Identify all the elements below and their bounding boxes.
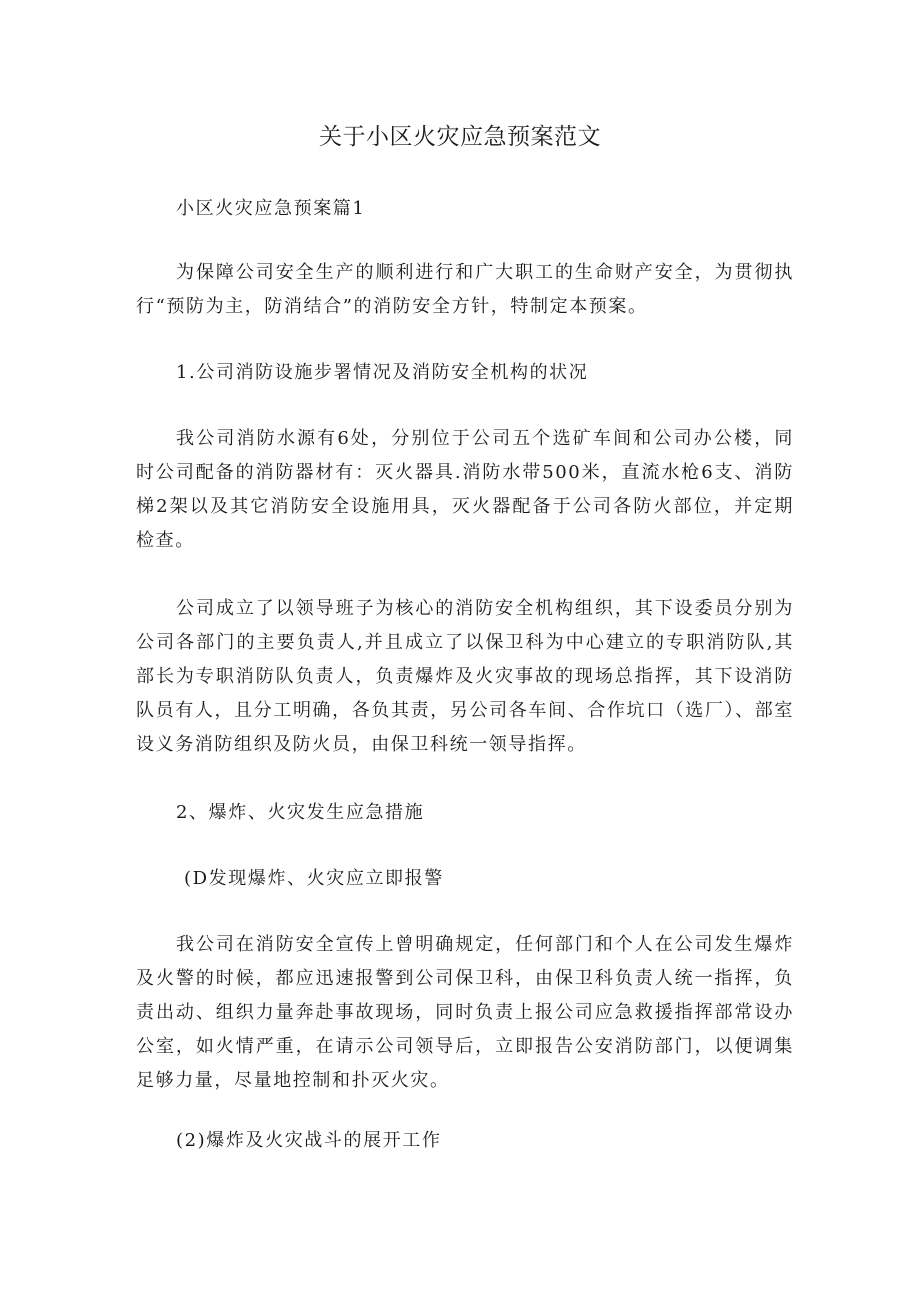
intro-paragraph: 为保障公司安全生产的顺利进行和广大职工的生命财产安全，为贯彻执行“预防为主，防消结合”的消防安全方针，特制定本预案。: [136, 262, 794, 317]
sub2-heading: (2)爆炸及火灾战斗的展开工作: [176, 1130, 442, 1151]
water-sources-paragraph: 我公司消防水源有6处，分别位于公司五个选矿车间和公司办公楼，同时公司配备的消防器材有：灭火器具.消防水带500米，直流水枪6支、消防梯2架以及其它消防安全设施用具，灭火器配备于公司各防火部位，并定期检查。: [136, 428, 794, 551]
item2-heading: 2、爆炸、火灾发生应急措施: [176, 802, 425, 823]
item1-heading: 1.公司消防设施步署情况及消防安全机构的状况: [176, 362, 589, 383]
section-heading: 小区火灾应急预案篇1: [176, 198, 366, 219]
organization-paragraph: 公司成立了以领导班子为核心的消防安全机构组织，其下设委员分别为公司各部门的主要负责人,并且成立了以保卫科为中心建立的专职消防队,其部长为专职消防队负责人，负责爆炸及火灾事故的现场总指挥，其下设消防队员有人，且分工明确，各负其责，另公司各车间、合作坑口（选厂）、部室设义务消防组织及防火员，由保卫科统一领导指挥。: [136, 598, 794, 755]
document-title: 关于小区火灾应急预案范文: [319, 124, 601, 150]
sub1-heading: (D发现爆炸、火灾应立即报警: [184, 868, 444, 889]
alarm-paragraph: 我公司在消防安全宣传上曾明确规定，任何部门和个人在公司发生爆炸及火警的时候，都应迅速报警到公司保卫科，由保卫科负责人统一指挥，负责出动、组织力量奔赴事故现场，同时负责上报公司应急救援指挥部常设办公室，如火情严重，在请示公司领导后，立即报告公安消防部门，以便调集足够力量，尽量地控制和扑灭火灾。: [136, 934, 794, 1091]
